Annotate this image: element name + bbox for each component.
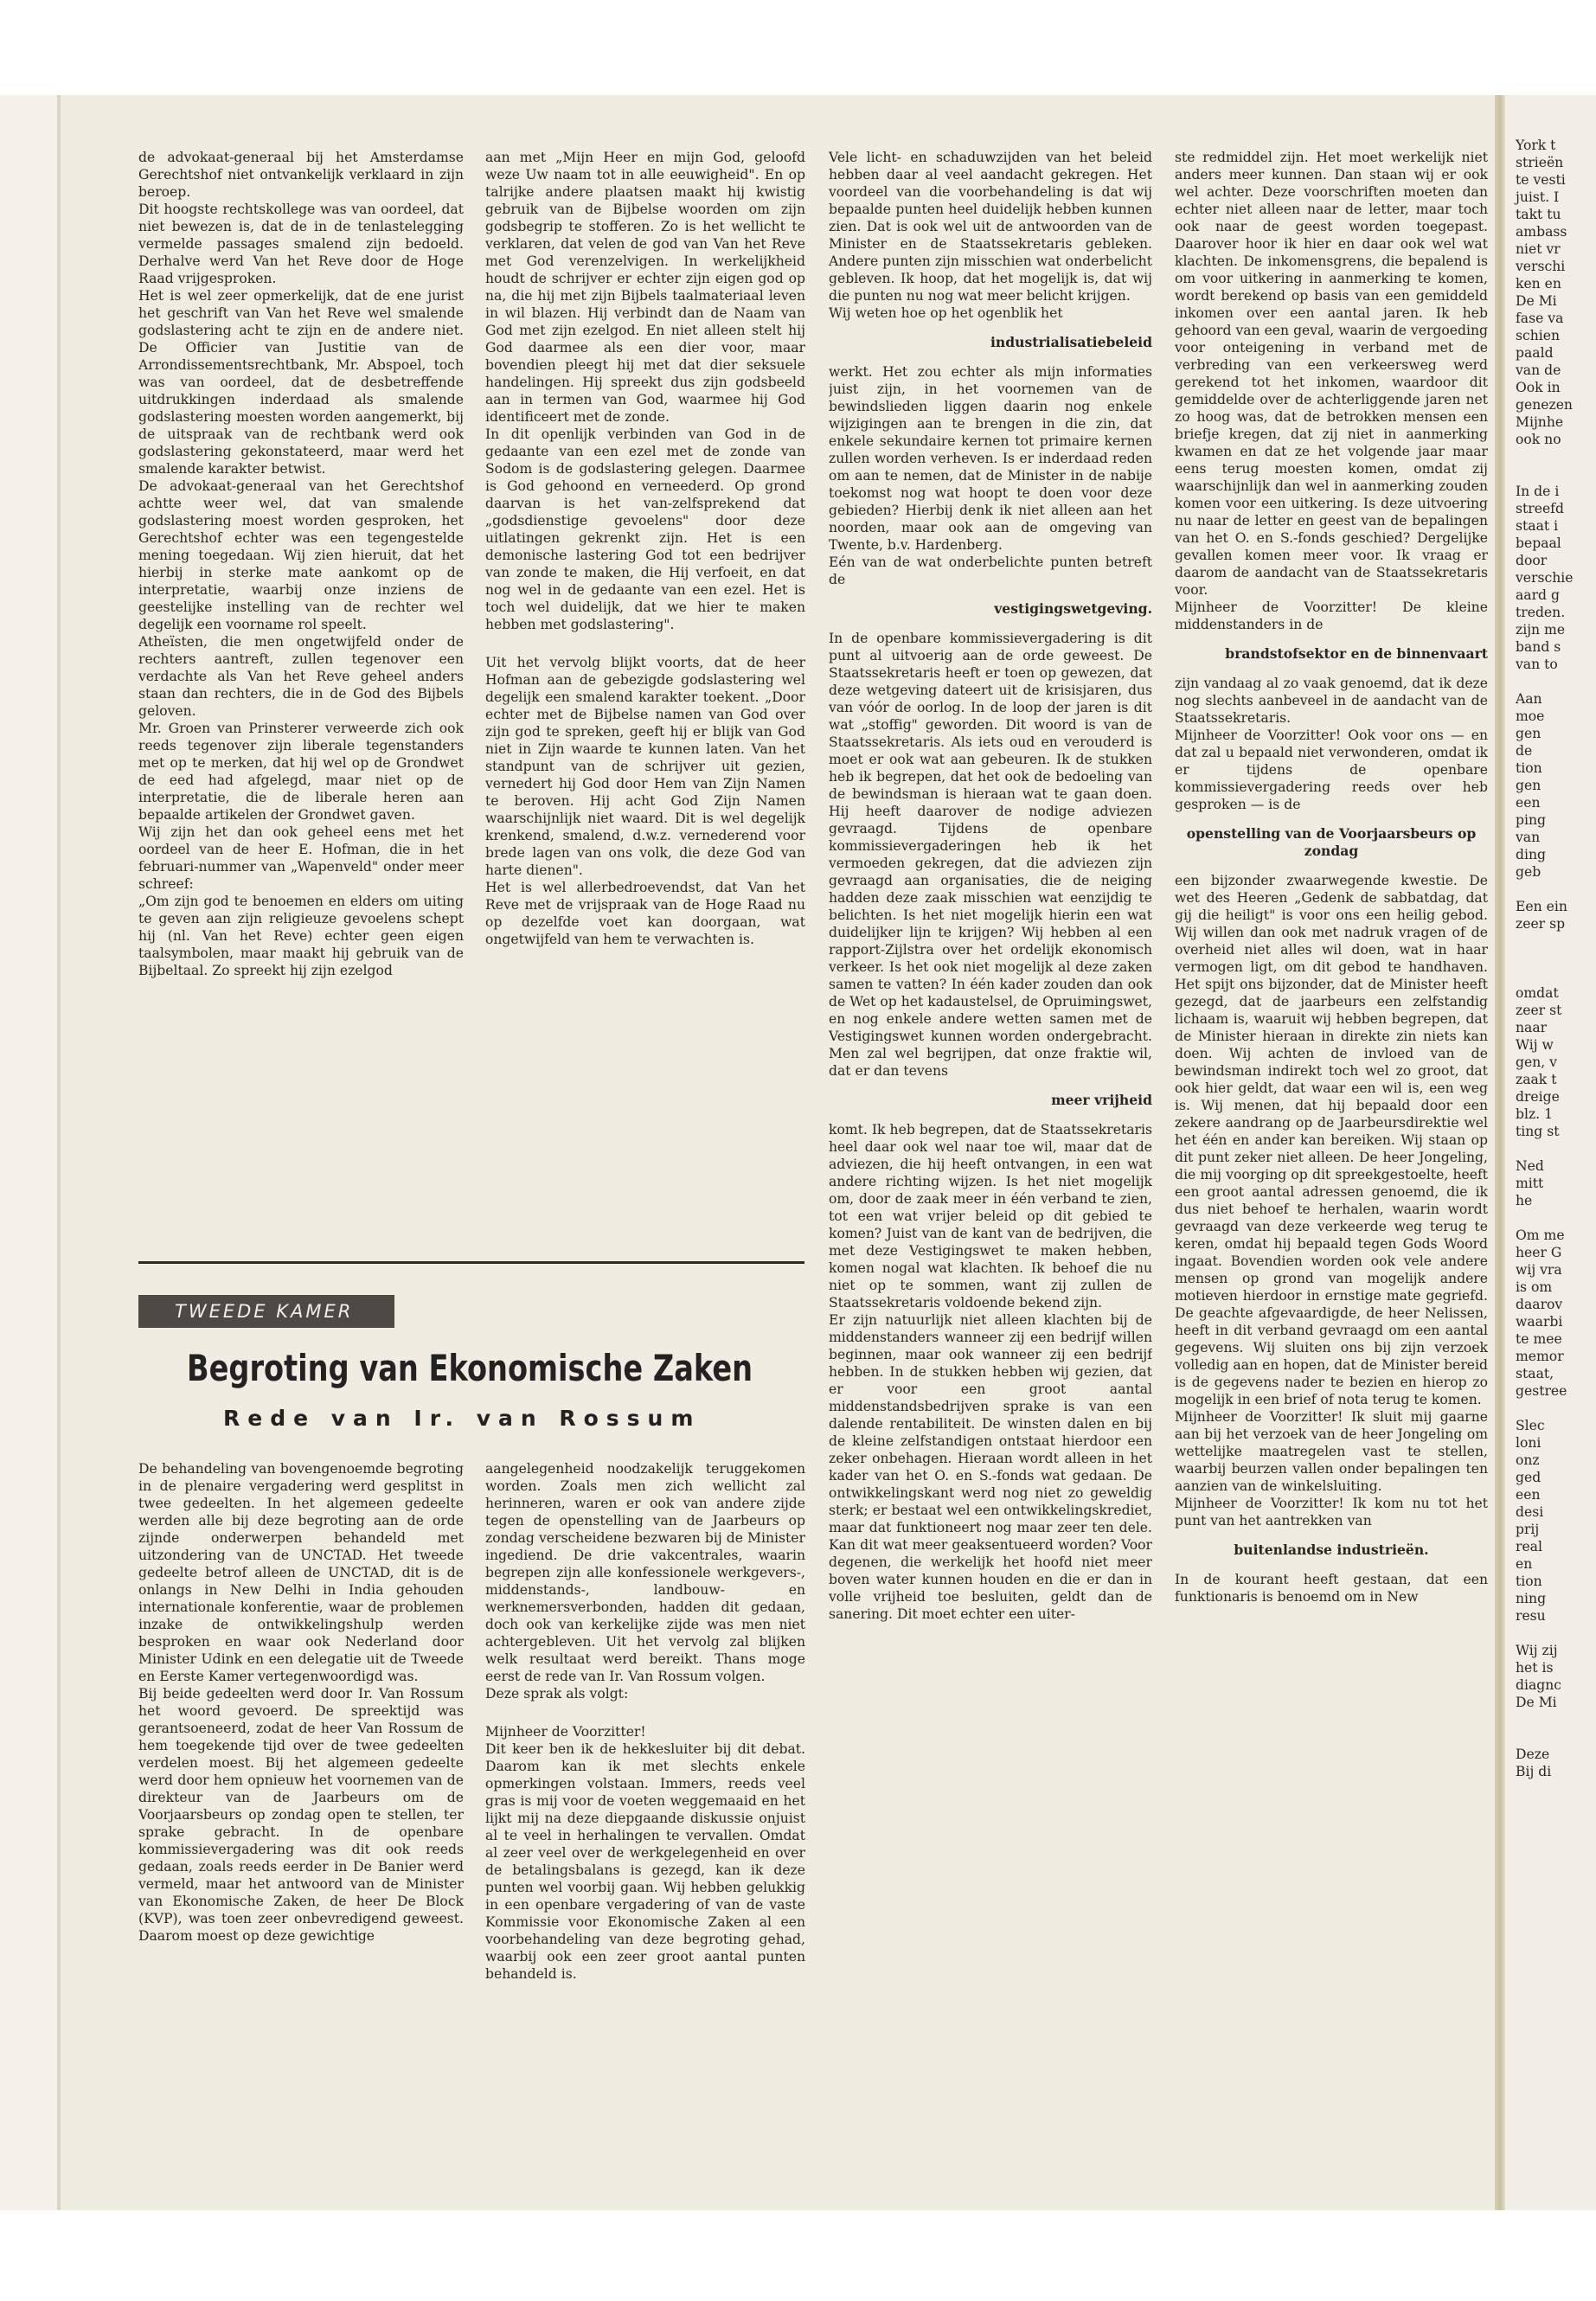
paragraph: de advokaat-generaal bij het Amsterdamse Gerechtshof niet ontvankelijk verklaard in zijn beroep. <box>138 150 464 200</box>
next-page-line: zeer st <box>1516 1003 1562 1018</box>
paragraph: Dit keer ben ik de hekkesluiter bij dit debat. Daarom kan ik met slechts enkele opmerkingen volstaan. Immers, reeds veel gras is mij voor de voeten weggemaaid en het lijkt mij na deze diepgaande diskussie onjuist al te veel in herhalingen te vervallen. Omdat al zeer veel over de werkgelegenheid en over de betalingsbalans is gezegd, kan ik deze punten wel voorbij gaan. Wij hebben gelukkig in een openbare vergadering of van de vaste Kommissie voor Ekonomische Zaken al een voorbehandeling van deze begroting gehad, waarbij ook een zeer groot aantal punten behandeld is. <box>485 1741 805 1982</box>
next-page-line: wij vra <box>1516 1262 1562 1278</box>
subheading: industrialisatiebeleid <box>990 334 1152 350</box>
next-page-line: Wij zij <box>1516 1643 1558 1658</box>
next-page-line: gen <box>1516 778 1542 793</box>
next-page-line <box>1516 933 1574 950</box>
next-page-line: paald <box>1516 345 1554 361</box>
next-page-line: heer G <box>1516 1245 1562 1260</box>
next-page-line: staat i <box>1516 518 1559 534</box>
subheading: brandstofsektor en de binnenvaart <box>1225 645 1488 662</box>
paragraph: „Om zijn god te benoemen en elders om uiting te geven aan zijn religieuze gevoelens schept hij (nl. Van het Reve) echter geen eigen taalsymbolen, maar maakt hij gebruik van de Bijbeltaal. Zo spreekt hij zijn ezelgod <box>138 894 464 978</box>
next-page-line: ken en <box>1516 276 1561 292</box>
next-page-line: te mee <box>1516 1331 1562 1347</box>
paragraph: Atheïsten, die men ongetwijfeld onder de rechters aantreft, zullen tegenover een verdachte als Van het Reve geheel anders staan dan rechters, die in de God des Bijbels geloven. <box>138 634 464 719</box>
paragraph: De behandeling van bovengenoemde begroting in de plenaire vergadering werd gesplitst in twee gedeelten. In het algemeen gedeelte werden alle bij deze begroting aan de orde zijnde onderwerpen behandeld met uitzondering van de UNCTAD. Het tweede gedeelte betrof alleen de UNCTAD, dit is de onlangs in New Delhi in India gehouden internationale konferentie, waar de problemen inzake de ontwikkelingshulp werden besproken en waar ook Nederland door Minister Udink en een delegatie uit de Tweede en Eerste Kamer vertegenwoordigd was. <box>138 1461 464 1684</box>
next-page-text <box>1516 137 1574 1780</box>
next-page-line <box>1516 1140 1574 1157</box>
paragraph: komt. Ik heb begrepen, dat de Staatssekretaris heel daar ook wel naar toe wil, maar dat de adviezen, die hij heeft ontvangen, in een wat andere richting wijzen. Is het niet mogelijk om, door de zaak meer in één verband te zien, tot een wat vrijer beleid op dit gebied te komen? Juist van de kant van de bedrijven, die met deze Vestigingswet te maken hebben, komen nogal wat klachten. Ik behoef die nu niet op te sommen, want zij zullen de Staatssekretaris voldoende bekend zijn. <box>829 1122 1152 1311</box>
paragraph: De advokaat-generaal van het Gerechtshof achtte weer wel, dat van smalende godslastering moest worden gesproken, het Gerechtshof echter was een tegengestelde mening toegedaan. Wij zien hieruit, dat het hierbij in sterke mate aankomt op de interpretatie, waarbij onze inziens de geestelijke instelling van de rechter wel degelijk een voorname rol speelt. <box>138 478 464 632</box>
next-page-line: Slec <box>1516 1418 1545 1433</box>
paragraph: Mijnheer de Voorzitter! De kleine middenstanders in de <box>1175 599 1488 632</box>
next-page-line <box>1516 1625 1574 1642</box>
page-fold <box>1495 95 1505 2210</box>
next-page-line: gen <box>1516 726 1542 741</box>
next-page-line: en <box>1516 1556 1533 1572</box>
next-page-line: schien <box>1516 328 1561 343</box>
next-page-line <box>1516 1209 1574 1227</box>
next-page-line: naar <box>1516 1020 1548 1035</box>
next-page-line <box>1516 1400 1574 1417</box>
next-page-line: genezen <box>1516 397 1573 413</box>
next-page-line: een <box>1516 1487 1541 1503</box>
next-page-line: mitt <box>1516 1176 1544 1191</box>
next-page-line <box>1516 1728 1574 1746</box>
article-subheadline: Rede van Ir. van Rossum <box>223 1406 702 1431</box>
next-page-line: moe <box>1516 708 1545 724</box>
next-page-line: Om me <box>1516 1227 1565 1243</box>
paragraph: Mr. Groen van Prinsterer verweerde zich ook reeds tegenover zijn liberale tegenstanders met op te merken, dat hij wel op de Grondwet de eed had afgelegd, maar niet op de interpretatie, die de liberale heren aan bepaalde artikelen der Grondwet gaven. <box>138 721 464 823</box>
next-page-line: ook no <box>1516 432 1561 447</box>
next-page-line: memor <box>1516 1349 1564 1364</box>
paragraph: Mijnheer de Voorzitter! Ik sluit mij gaarne aan bij het verzoek van de heer Jongeling om wettelijke maatregelen vast te stellen, waarbij beurzen vallen onder bepalingen ten aanzien van de winkelsluiting. <box>1175 1409 1488 1494</box>
next-page-line: De Mi <box>1516 1695 1557 1710</box>
next-page-line: waarbi <box>1516 1314 1563 1330</box>
next-page-line: is om <box>1516 1279 1553 1295</box>
next-page-line <box>1516 673 1574 690</box>
section-kicker: TWEEDE KAMER <box>138 1295 394 1328</box>
top-column-1 <box>138 149 464 1247</box>
next-page-line: ting st <box>1516 1124 1560 1139</box>
paragraph: Deze sprak als volgt: <box>485 1686 629 1702</box>
next-page-line: zaak t <box>1516 1072 1557 1087</box>
next-page-line: daarov <box>1516 1297 1563 1312</box>
next-page-line: zeer sp <box>1516 916 1566 932</box>
next-page-line: treden. <box>1516 605 1566 620</box>
next-page-line: onz <box>1516 1452 1540 1468</box>
next-page-line: Aan <box>1516 691 1542 707</box>
top-column-2 <box>485 149 805 1247</box>
paragraph: werkt. Het zou echter als mijn informaties juist zijn, in het voornemen van de bewindslieden liggen daarin nog enkele wijzigingen aan te brengen in die zin, dat enkele sekundaire kernen tot primaire kernen zullen worden verheven. Is er inderdaad reden om aan te nemen, dat de Minister in de nabije toekomst nog wat hoopt te doen voor deze gebieden? Hierbij denk ik niet alleen aan het noorden, maar ook aan de omgeving van Twente, b.v. Hardenberg. <box>829 364 1152 553</box>
paragraph: Uit het vervolg blijkt voorts, dat de heer Hofman aan de gebezigde godslastering wel degelijk een smalend karakter toekent. „Door echter met de Bijbelse namen van God over zijn god te spreken, geeft hij er blijk van God niet in Zijn waarde te kunnen laten. Van het standpunt van de schrijver uit gezien, vernedert hij God door Hem van Zijn Namen te beroven. Hij acht God Zijn Namen waarschijnlijk niet waard. Dit is wel degelijk krenkend, smalend, d.w.z. vernederend voor brede lagen van ons volk, die deze God van harte dienen". <box>485 655 805 878</box>
article-column-1 <box>138 1460 464 2195</box>
paragraph: Eén van de wat onderbelichte punten betreft de <box>829 554 1152 587</box>
paragraph: zijn vandaag al zo vaak genoemd, dat ik deze nog slechts aanbeveel in de aandacht van de Staatssekretaris. <box>1175 676 1488 726</box>
paragraph: aangelegenheid noodzakelijk teruggekomen worden. Zoals men zich wellicht zal herinneren, waren er ook van andere zijde tegen de openstelling van de Jaarbeurs op zondag verscheidene bezwaren bij de Minister ingediend. De drie vakcentrales, waarin begrepen zijn alle konfessionele werkgevers-, middenstands-, landbouw- en werknemersverbonden, hadden dit gedaan, doch ook van kerkelijke zijde was men niet achtergebleven. Uit het vervolg zal blijken welk resultaat werd bereikt. Thans moge eerst de rede van Ir. Van Rossum volgen. <box>485 1461 805 1684</box>
article-column-2 <box>485 1460 805 2195</box>
next-page-line <box>1516 448 1574 465</box>
next-page-line: Deze <box>1516 1747 1550 1762</box>
next-page-line: staat, <box>1516 1366 1554 1381</box>
paragraph: Mijnheer de Voorzitter! Ik kom nu tot het punt van het aantrekken van <box>1175 1496 1488 1529</box>
next-page-line <box>1516 967 1574 984</box>
next-page-line: Ned <box>1516 1158 1544 1174</box>
next-page-line: tion <box>1516 1574 1542 1589</box>
paragraph: Mijnheer de Voorzitter! Ook voor ons — en dat zal u bepaald niet verwonderen, omdat ik er tijdens de openbare kommissievergadering reeds over heb gesproken — is de <box>1175 727 1488 812</box>
next-page-line: omdat <box>1516 985 1559 1001</box>
next-page-line: ged <box>1516 1470 1542 1485</box>
next-page-line: Bij di <box>1516 1764 1552 1779</box>
next-page-line: Wij w <box>1516 1037 1554 1053</box>
paragraph: Wij zijn het dan ook geheel eens met het oordeel van de heer E. Hofman, die in het februari-nummer van „Wapenveld" onder meer schreef: <box>138 824 464 892</box>
paragraph: Wij weten hoe op het ogenblik het <box>829 305 1063 321</box>
subheading: buitenlandse industrieën. <box>1234 1541 1429 1558</box>
next-page-line: takt tu <box>1516 207 1561 222</box>
next-page-line: ping <box>1516 812 1546 828</box>
column-4 <box>1175 149 1488 2190</box>
paragraph: In de openbare kommissievergadering is dit punt al uitvoerig aan de orde geweest. De Staatssekretaris heeft er toen op gewezen, dat deze wetgeving dateert uit de krisisjaren, dus van vóór de oorlog. In de loop der jaren is dit wat „stoffig" geworden. Dit woord is van de Staatssekretaris. Als iets oud en verouderd is moet er ook wat aan gebeuren. Ik de stukken heb ik begrepen, dat het ook de bedoeling van de bewindsman is hieraan wat te gaan doen. Hij heeft daarover de nodige adviezen gevraagd. Tijdens de openbare kommissievergaderingen heb ik het vermoeden gekregen, dat die adviezen zijn gevraagd aan organisaties, die de neiging hadden deze zaak misschien wat eenzijdig te belichten. Is het niet mogelijk hierin een wat duidelijker lijn te krijgen? Wij hebben al een rapport-Zijlstra over het ordelijk ekonomisch verkeer. Is het ook niet mogelijk al deze zaken samen te vatten? In één kader zouden dan ook de Wet op het kadaustelsel, de Opruimingswet, en nog enkele andere wetten samen met de Vestigingswet kunnen worden ondergebracht. Men zal wel begrijpen, dat onze fraktie wil, dat er dan tevens <box>829 631 1152 1079</box>
next-page-line: Mijnhe <box>1516 414 1564 430</box>
subheading: vestigingswetgeving. <box>994 600 1152 617</box>
next-page-line: verschi <box>1516 259 1566 274</box>
next-page-line: juist. I <box>1516 189 1560 205</box>
next-page-line: York t <box>1516 138 1556 153</box>
paragraph: aan met „Mijn Heer en mijn God, geloofd weze Uw naam tot in alle eeuwigheid". En op talrijke andere plaatsen maakt hij kwistig gebruik van de Bijbelse woorden om zijn godsbegrip te stofferen. Zo is het wellicht te verklaren, dat velen de god van Van het Reve met God verenzelvigen. In werkelijkheid houdt de schrijver er echter zijn eigen god op na, die hij met zijn Bijbels taalmateriaal leven in wil blazen. Hij verbindt dan de Naam van God met zijn ezelgod. En niet alleen stelt hij God daarmee als een dier voor, maar bovendien pleegt hij met dat dier seksuele handelingen. Hij spreekt dus zijn godsbeeld aan in termen van God, waarmee hij God identificeert met de zonde. <box>485 150 805 425</box>
next-page-line <box>1516 1711 1574 1728</box>
next-page-line: het is <box>1516 1660 1554 1676</box>
paragraph: Vele licht- en schaduwzijden van het beleid hebben daar al veel aandacht gekregen. Het voordeel van die voorbehandeling is dat wij bepaalde punten heel duidelijk hebben kunnen zien. Dat is ook wel uit de antwoorden van de Minister en de Staatssekretaris gebleken. Andere punten zijn misschien wat onderbelicht gebleven. Ik hoop, dat het mogelijk is, dat wij die punten nu nog wat meer belicht krijgen. <box>829 150 1152 304</box>
paragraph: Dit hoogste rechtskollege was van oordeel, dat niet bewezen is, dat de in de tenlastelegging vermelde passages smalend zijn bedoeld. Derhalve werd Van het Reve door de Hoge Raad vrijgesproken. <box>138 202 464 286</box>
next-page-line: van to <box>1516 657 1558 672</box>
next-page-line: tion <box>1516 760 1542 776</box>
next-page-line: fase va <box>1516 311 1564 326</box>
next-page-line: ding <box>1516 847 1546 862</box>
subheading: openstelling van de Voorjaarsbeurs op zondag <box>1186 825 1477 859</box>
next-page-line: desi <box>1516 1504 1544 1520</box>
next-page-sliver <box>1505 95 1596 2210</box>
next-page-line: blz. 1 <box>1516 1106 1554 1122</box>
subheading: meer vrijheid <box>1051 1092 1152 1108</box>
next-page-line: strieën <box>1516 155 1564 170</box>
paragraph: Er zijn natuurlijk niet alleen klachten bij de middenstanders wanneer zij een bedrijf willen beginnen, maar ook wanneer zij een bedrijf hebben. In de stukken hebben wij gezien, dat er voor een groot aantal middenstandsbedrijven sprake is van een dalende rentabiliteit. De winsten dalen en bij de kleine zelfstandigen ontstaat hierdoor een zeker onbehagen. Hieraan wordt alleen in het kader van het O. en S.-fonds wat gedaan. De ontwikkelingskant werd nog niet zo geweldig sterk; er bestaat wel een ontwikkelingskrediet, maar dat funktioneert nog maar zeer ten dele. Kan dit wat meer geaksentueerd worden? Voor degenen, die werkelijk het hoofd niet meer boven water kunnen houden en die er dan in volle vrijheid toe besluiten, geldt dan de sanering. Dit moet echter een uiter- <box>829 1312 1152 1622</box>
next-page-line: De Mi <box>1516 293 1557 309</box>
article-headline: Begroting van Ekonomische Zaken <box>187 1347 753 1389</box>
next-page-line: de <box>1516 743 1533 759</box>
paragraph: ste redmiddel zijn. Het moet werkelijk niet anders meer kunnen. Dan staan wij er ook wel achter. Deze voorschriften moeten dan echter niet alleen naar de letter, maar toch ook naar de geest worden toegepast. Daarover hoor ik hier en daar ook wel wat klachten. De inkomensgrens, die bepalend is om voor uitkering in aanmerking te komen, wordt berekend op basis van een gemiddeld inkomen over een aantal jaren. Ik heb gehoord van een geval, waarin de vergoeding voor onteigening in verband met de verbreding van een verkeersweg werd gerekend tot het inkomen, waardoor dit gemiddelde over de achterliggende jaren net zo hoog was, dat de betrokken mensen een briefje kregen, dat zij niet in aanmerking kwamen en dat ze het volgende jaar maar eens terug moesten komen, omdat zij waarschijnlijk dan wel in aanmerking zouden komen voor een uitkering. Is deze uitvoering nu naar de letter en geest van de bepalingen van het O. en S.-fonds geschied? Dergelijke gevallen komen meer voor. Ik vraag er daarom de aandacht van de Staatssekretaris voor. <box>1175 150 1488 598</box>
paragraph: In dit openlijk verbinden van God in de gedaante van een ezel met de zonde van Sodom is de godslastering gelegen. Daarmee is God gehoond en verneederd. Op grond daarvan is het van-zelfsprekend dat „godsdienstige gevoelens" door deze uitlatingen gekrenkt zijn. Het is een demonische lastering God tot een bedrijver van zonde te maken, die Hij verfoeit, en dat nog wel in de gedaante van een ezel. Het is toch wel duidelijk, dat we hier te maken hebben met godslastering". <box>485 426 805 632</box>
next-page-line: ambass <box>1516 224 1567 240</box>
next-page-line: zijn me <box>1516 622 1566 638</box>
column-3 <box>829 149 1152 2190</box>
next-page-line: niet vr <box>1516 241 1561 257</box>
next-page-line: In de i <box>1516 484 1560 499</box>
next-page-line: van <box>1516 830 1541 845</box>
paragraph: Het is wel zeer opmerkelijk, dat de ene jurist het geschrift van Van het Reve wel smalende godslastering acht te zijn en de andere niet. De Officier van Justitie van de Arrondissementsrechtbank, Mr. Abspoel, toch was van oordeel, dat de desbetreffende uitdrukkingen inderdaad als smalende godslastering moesten worden aangemerkt, bij de uitspraak van de rechtbank werd ook godslastering gekonstateerd, maar werd het smalende karakter betwist. <box>138 288 464 477</box>
next-page-line: he <box>1516 1193 1533 1208</box>
next-page-line: band s <box>1516 639 1561 655</box>
next-page-line: een <box>1516 795 1541 811</box>
paragraph: Mijnheer de Voorzitter! <box>485 1724 646 1740</box>
paragraph: Het is wel allerbedroevendst, dat Van het Reve met de vrijspraak van de Hoge Raad nu op dezelfde voet kan doorgaan, wat ongetwijfeld van hem te verwachten is. <box>485 880 805 947</box>
next-page-line: van de <box>1516 362 1561 378</box>
paragraph: Bij beide gedeelten werd door Ir. Van Rossum het woord gevoerd. De spreektijd was gerantsoeneerd, zodat de heer Van Rossum de hem toegekende tijd over de twee gedeelten verdelen moest. Bij het algemeen gedeelte werd door hem opnieuw het voornemen van de direkteur van de Jaarbeurs om de Voorjaarsbeurs op zondag open te stellen, ter sprake gebracht. In de openbare kommissievergadering was dit ook reeds gedaan, zoals reeds eerder in De Banier werd vermeld, maar het antwoord van de Minister van Ekonomische Zaken, de heer De Block (KVP), was toen zeer onbevredigend geweest. Daarom moest op deze gewichtige <box>138 1686 464 1944</box>
next-page-line: diagnc <box>1516 1677 1562 1693</box>
next-page-line: real <box>1516 1539 1542 1554</box>
paragraph: In de kourant heeft gestaan, dat een funktionaris is benoemd om in New <box>1175 1572 1488 1605</box>
paragraph: een bijzonder zwaarwegende kwestie. De wet des Heeren „Gedenk de sabbatdag, dat gij die heiligt" is voor ons een heilig gebod. Wij willen dan ook met nadruk vragen of de overheid niet alles wil doen, wat in haar vermogen ligt, om dit gebod te handhaven. Het spijt ons bijzonder, dat de Minister heeft gezegd, dat de jaarbeurs een zelfstandig lichaam is, waaruit wij hebben begrepen, dat de Minister hieraan in direkte zin niets kan doen. Wij achten de invloed van de bewindsman indirekt toch wel zo groot, dat ook hier geldt, dat waar een wil is, een weg is. Wij menen, dat hij bepaald door een zekere aandrang op de Jaarbeursdirektie wel het één en ander kan bereiken. Wij staan op dit punt zeker niet alleen. De heer Jongeling, die mij voorging op dit spreekgestoelte, heeft een groot aantal adressen genoemd, die ik dus niet behoef te herhalen, waarin wordt gevraagd van deze verkeerde weg terug te keren, omdat hij bepaald tegen Gods Woord ingaat. Bovendien worden ook vele andere mensen op grond van mogelijk andere motieven hierdoor in ernstige mate gegriefd. De geachte afgevaardigde, de heer Nelissen, heeft in dit verband gevraagd om een aantal gegevens. Wij sluiten ons bij zijn verzoek volledig aan en hopen, dat de Minister bereid is de gegevens nader te bezien en hierop zo mogelijk in een brief of nota terug te komen. <box>1175 873 1488 1407</box>
next-page-line: aard g <box>1516 587 1560 603</box>
scan-margin-bottom <box>0 2210 1596 2301</box>
next-page-line: loni <box>1516 1435 1542 1451</box>
next-page-line: te vesti <box>1516 172 1566 188</box>
next-page-line: geb <box>1516 864 1542 880</box>
next-page-line: gestree <box>1516 1383 1567 1399</box>
next-page-line: gen, v <box>1516 1054 1557 1070</box>
next-page-line: dreige <box>1516 1089 1560 1105</box>
next-page-line: prij <box>1516 1522 1540 1537</box>
next-page-line: verschie <box>1516 570 1574 586</box>
next-page-line <box>1516 465 1574 483</box>
section-rule <box>138 1261 804 1264</box>
next-page-line: resu <box>1516 1608 1546 1624</box>
next-page-line: door <box>1516 553 1548 568</box>
next-page-line: Ook in <box>1516 380 1561 395</box>
next-page-line: streefd <box>1516 501 1564 516</box>
next-page-line <box>1516 881 1574 898</box>
next-page-line: ning <box>1516 1591 1547 1606</box>
scan-margin-top <box>0 0 1596 95</box>
next-page-line: Een ein <box>1516 899 1567 914</box>
next-page-line: bepaal <box>1516 535 1561 551</box>
next-page-line <box>1516 950 1574 967</box>
